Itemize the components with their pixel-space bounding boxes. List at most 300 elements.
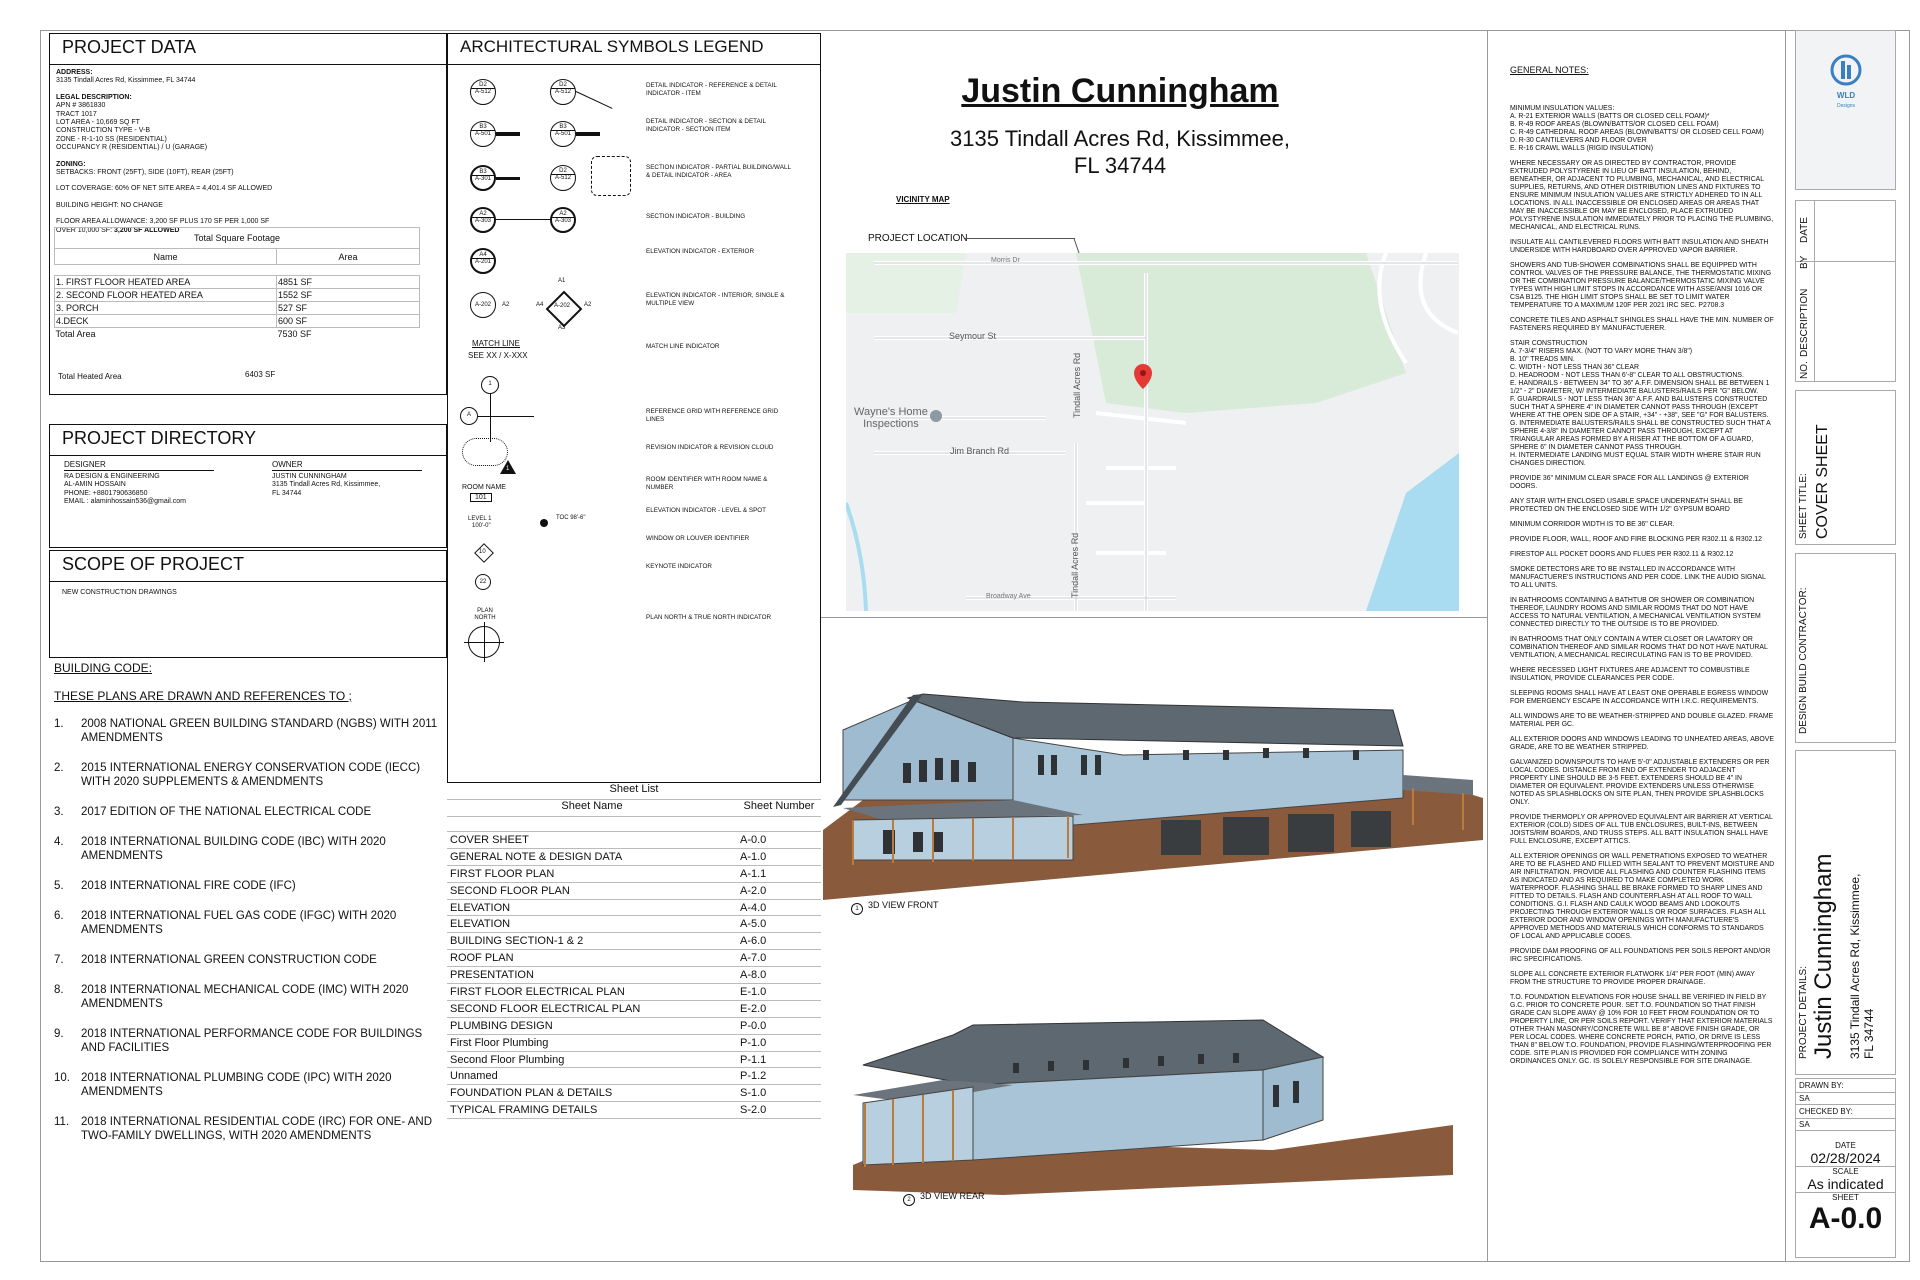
code-item-number: 7.	[54, 954, 64, 966]
address-title-1: 3135 Tindall Acres Rd, Kissimmee,	[950, 126, 1290, 151]
sf-row-name: 2. SECOND FLOOR HEATED AREA	[55, 289, 277, 302]
legend-item-label: DETAIL INDICATOR - REFERENCE & DETAIL INDICATOR - ITEM	[646, 82, 777, 97]
section-partial-symbol	[470, 165, 496, 191]
north-line	[464, 642, 504, 643]
titleblock-divider	[1785, 30, 1786, 1262]
sym-text: A-202	[474, 302, 491, 308]
match-line-label: MATCH LINE	[472, 339, 520, 348]
view-num: 1	[855, 906, 859, 912]
section-bar	[496, 177, 520, 180]
code-item-text: 2018 INTERNATIONAL PLUMBING CODE (IPC) WITH 2020 AMENDMENTS	[81, 1072, 392, 1098]
general-note: IN BATHROOMS THAT ONLY CONTAIN A WTER CLOSET OR LAVATORY OR COMBINATION THEREOF AND SIMILAR ROOMS THAT DO NOT HAVE NATURAL VENTILATION, A MECHANICAL RECIRCULATING FAN IS TO BE PROVIDED.	[1510, 636, 1768, 659]
sheet-name-cell: ELEVATION	[447, 916, 737, 933]
spot-elevation-icon	[540, 519, 548, 527]
code-item	[54, 909, 444, 937]
floor-area-2a: OVER 10,000 SF:	[56, 226, 114, 234]
revision-box	[1795, 200, 1896, 382]
sf-row-area: 600 SF	[277, 315, 420, 328]
code-item	[54, 717, 444, 745]
map-park-area	[1076, 253, 1406, 413]
sheet-title-box	[1795, 390, 1896, 545]
table-row[interactable]	[447, 1068, 821, 1085]
sheet-name-cell: SECOND FLOOR ELECTRICAL PLAN	[447, 1000, 737, 1017]
sheet-name-cell: Unnamed	[447, 1068, 737, 1085]
general-note: PROVIDE 36" MINIMUM CLEAR SPACE FOR ALL LANDINGS @ EXTERIOR DOORS.	[1510, 475, 1749, 490]
general-note: FIRESTOP ALL POCKET DOORS AND FLUES PER R302.11 & R302.12	[1510, 551, 1734, 558]
sym-text: A2	[559, 211, 567, 217]
general-note: GALVANIZED DOWNSPOUTS TO HAVE 5'-0" ADJUSTABLE EXTENDERS OR PER LOCAL CODES. DISTANCE FROM END OF EXTENDER TO ADJACENT PROPERTY LINE SHOULD BE 3-5 FEET. EXTENDERS SHOULD BE 4" IN DIAMETER OR EQUIVALENT. PROVIDE EXTENDERS UNLESS OTHERWISE NOTED AS SPLASHBLOCKS ON SITE PLAN, THEN PROVIDE SPLASHBLOCKS ONLY.	[1510, 759, 1770, 806]
sheet-name-cell: ELEVATION	[447, 899, 737, 916]
table-row[interactable]	[447, 916, 821, 933]
grid-bubble-a	[460, 407, 478, 425]
detail-area-symbol	[550, 165, 576, 191]
legend-title: ARCHITECTURAL SYMBOLS LEGEND	[448, 34, 820, 65]
general-note: ALL WINDOWS ARE TO BE WEATHER-STRIPPED AND DOUBLE GLAZED. FRAME MATERIAL PER GC.	[1510, 713, 1774, 728]
legend-item-label: DETAIL INDICATOR - SECTION & DETAIL INDICATOR - SECTION ITEM	[646, 118, 766, 133]
legal-line: LOT AREA - 10,669 SQ FT	[56, 119, 140, 127]
general-note: ANY STAIR WITH ENCLOSED USABLE SPACE UNDERNEATH SHALL BE PROTECTED ON THE ENCLOSED SIDE WITH 1/2" GYPSUM BOARD	[1510, 498, 1743, 513]
project-address	[1848, 874, 1876, 1059]
sheet-number-cell: A-5.0	[737, 916, 821, 933]
sheet-name-cell: FIRST FLOOR PLAN	[447, 865, 737, 882]
code-item-text: 2018 INTERNATIONAL GREEN CONSTRUCTION CODE	[81, 954, 377, 966]
sym-text: A-303	[472, 217, 494, 224]
sym-text: A1	[558, 278, 566, 284]
scope-title: SCOPE OF PROJECT	[50, 551, 446, 582]
code-item-number: 4.	[54, 836, 64, 848]
code-item-number: 10.	[54, 1072, 70, 1084]
heated-label: Total Heated Area	[58, 372, 122, 381]
scope-text: NEW CONSTRUCTION DRAWINGS	[62, 589, 177, 596]
poi-label	[854, 406, 928, 430]
contractor-box	[1795, 553, 1896, 743]
floor-area-1: FLOOR AREA ALLOWANCE: 3,200 SF PLUS 170 SF PER 1,000 SF	[56, 218, 270, 226]
sym-text: 1	[506, 466, 510, 472]
street-label: Seymour St	[949, 331, 997, 341]
legend-item-label: WINDOW OR LOUVER IDENTIFIER	[646, 535, 750, 542]
legend-item-label: PLAN NORTH & TRUE NORTH INDICATOR	[646, 614, 772, 621]
table-row[interactable]	[447, 848, 821, 865]
general-note: SLEEPING ROOMS SHALL HAVE AT LEAST ONE OPERABLE EGRESS WINDOW FOR EMERGENCY ESCAPE IN ACCORDANCE WITH I.R.C. REQUIREMENTS.	[1510, 690, 1769, 705]
code-item	[54, 835, 444, 863]
code-item-number: 2.	[54, 762, 64, 774]
building-code-list	[54, 717, 444, 1143]
general-note: STAIR CONSTRUCTION A. 7-3/4" RISERS MAX. (NOT TO VARY MORE THAN 3/8") B. 10" TREADS MIN. C. WIDTH - NOT LESS THAN 36" CLEAR D. HEADROOM - NOT LESS THAN 6'-8" CLEAR TO ALL OBSTRUCTIONS. E. HANDRAILS - BETWEEN 34" TO 36" A.F.F. DIMENSION SHALL BE BETWEEN 1 1/2" - 2" DIAMETER, W/ INTERMEDIATE BALUSTERS/RAILS PER "G" BELOW. F. GUARDRAILS - NOT LESS THAN 36" A.F.F. AND BALUSTERS CONSTRUCTED SUCH THAT A SPHERE 4" IN DIAMETER CANNOT PASS THROUGH (EXCEPT WHERE AT THE OPEN SIDE OF A STAIR, +34" - +38", SEE "G" FOR BALUSTERS. G. INTERMEDIATE BALUSTERS/RAILS SHALL BE CONSTRUCTED SUCH THAT A SPHERE 4-3/8" IN DIAMETER CANNOT PASS THROUGH, EXCEPT AT TRIANGULAR AREAS FORMED BY A RISER AT THE BOTTOM OF A GUARD, SPHERE 6" IN DIAMETER CANNOT PASS THROUGH. H. INTERMEDIATE LANDING MUST EQUAL STAIR WIDTH WHERE STAIR RUN CHANGES DIRECTION.	[1510, 340, 1771, 467]
sym-text: A4	[536, 302, 544, 308]
sheet-number-cell: A-0.0	[737, 832, 821, 848]
sheet-number-cell: S-1.0	[737, 1085, 821, 1102]
sym-text: A	[466, 412, 471, 418]
sheet-number-cell: S-2.0	[737, 1102, 821, 1119]
legal-label: LEGAL DESCRIPTION:	[56, 93, 132, 101]
checked-by-value: SA	[1796, 1119, 1895, 1131]
project-owner-name: Justin Cunningham	[1810, 853, 1837, 1059]
building-section-symbol	[470, 207, 496, 233]
code-item-number: 3.	[54, 806, 64, 818]
vicinity-map[interactable]	[846, 253, 1459, 611]
table-row[interactable]	[447, 865, 821, 882]
owner-line: 3135 Tindall Acres Rd, Kissimmee,	[272, 481, 381, 489]
legal-line: OCCUPANCY R (RESIDENTIAL) / U (GARAGE)	[56, 144, 208, 152]
sheet-number: A-0.0	[1808, 1202, 1883, 1235]
sheet-number-cell: A-8.0	[737, 967, 821, 984]
scale-value: As indicated	[1796, 1176, 1895, 1193]
porch-wall	[863, 1087, 973, 1165]
section-item-symbol	[550, 121, 576, 147]
sf-row-area: 7530 SF	[277, 329, 312, 339]
code-item-number: 6.	[54, 910, 64, 922]
section-line	[496, 219, 552, 220]
general-note: INSULATE ALL CANTILEVERED FLOORS WITH BATT INSULATION AND SHEATH UNDERSIDE WITH HARDBOARD OVER APPROVED VAPOR BARRIER.	[1510, 239, 1769, 254]
address-value: 3135 Tindall Acres Rd, Kissimmee, FL 34744	[56, 77, 196, 85]
sym-text: A3	[558, 325, 566, 331]
map-creek	[846, 503, 866, 611]
rev-by-label: BY	[1799, 255, 1810, 269]
owner-label: OWNER	[272, 460, 422, 471]
sheet-name-cell: PRESENTATION	[447, 967, 737, 984]
building-section-symbol	[550, 207, 576, 233]
sheet-number-cell: A-2.0	[737, 882, 821, 899]
table-row[interactable]	[447, 967, 821, 984]
sym-text: 10	[479, 549, 486, 555]
table-row[interactable]	[447, 1085, 821, 1102]
legal-line: TRACT 1017	[56, 110, 97, 118]
table-row[interactable]	[447, 1051, 821, 1068]
sheet-name-cell: FIRST FLOOR ELECTRICAL PLAN	[447, 984, 737, 1001]
section-bar	[576, 132, 600, 136]
designer-line: AL-AMIN HOSSAIN	[64, 481, 126, 489]
sheet-number-cell: E-1.0	[737, 984, 821, 1001]
view-number-2	[903, 1194, 915, 1206]
match-line-ref: SEE XX / X-XXX	[468, 351, 528, 360]
notes-title: GENERAL NOTES:	[1510, 65, 1589, 75]
section-bar	[496, 132, 520, 136]
table-row[interactable]	[447, 899, 821, 916]
table-row[interactable]	[447, 984, 821, 1001]
code-item	[54, 983, 444, 1011]
table-row	[55, 328, 420, 341]
sym-text: D2	[559, 82, 567, 88]
legend-item-label: ROOM IDENTIFIER WITH ROOM NAME & NUMBER	[646, 476, 768, 491]
address-title-2: FL 34744	[1073, 153, 1167, 178]
poi-line: Inspections	[863, 418, 919, 430]
sym-text: A-501	[471, 130, 495, 137]
designer-line: PHONE: +8801790636850	[64, 489, 148, 497]
sheet-number-cell: P-0.0	[737, 1017, 821, 1034]
view-number-1	[851, 903, 863, 915]
zoning-label: ZONING:	[56, 160, 86, 168]
sym-text: B3	[479, 169, 487, 175]
sym-text: A-512	[551, 174, 575, 181]
checked-by-label: CHECKED BY:	[1796, 1105, 1895, 1119]
legend-item-label: REFERENCE GRID WITH REFERENCE GRID LINES	[646, 408, 779, 423]
project-directory-panel	[49, 424, 447, 548]
general-note: PROVIDE THERMOPLY OR APPROVED EQUIVALENT AIR BARRIER AT VERTICAL EXTERIOR (COLD) SIDES OF ALL TUB ENCLOSURES, BUILT-INS, BETWEEN JOISTS/RIM BOARDS, AND TRUSS STEPS. ALL BATT INSULATION SHALL HAVE FULL ENCLOSURE, EXCEPT ATTICS.	[1510, 814, 1773, 845]
general-note: WHERE RECESSED LIGHT FIXTURES ARE ADJACENT TO COMBUSTIBLE INSULATION, PROVIDE CLEARANCES PER CODE.	[1510, 667, 1750, 682]
code-item-text: 2015 INTERNATIONAL ENERGY CONSERVATION CODE (IECC) WITH 2020 SUPPLEMENTS & AMENDMENTS	[81, 762, 421, 788]
code-item	[54, 879, 444, 893]
date-value: 02/28/2024	[1796, 1150, 1895, 1167]
sf-row-name: 3. PORCH	[55, 302, 277, 315]
code-item	[54, 761, 444, 789]
logo-box	[1795, 30, 1896, 190]
leader-line	[576, 91, 613, 109]
building-code-title: BUILDING CODE:	[54, 661, 153, 675]
sym-text: A-512	[471, 88, 495, 95]
plan-north-label: PLAN NORTH	[474, 608, 496, 621]
table-row[interactable]	[447, 950, 821, 967]
sym-text: B3	[479, 124, 487, 130]
designer-line: EMAIL : alaminhossain536@gmail.com	[64, 498, 187, 506]
elevation-interior-symbol	[470, 292, 496, 318]
sym-text: A2	[479, 211, 487, 217]
code-item-number: 9.	[54, 1028, 64, 1040]
code-item-text: 2018 INTERNATIONAL PERFORMANCE CODE FOR BUILDINGS AND FACILITIES	[81, 1028, 423, 1054]
room-name-label: ROOM NAME	[462, 484, 506, 491]
general-notes	[1510, 65, 1775, 1073]
sf-row-name: 4.DECK	[55, 315, 277, 328]
code-item-text: 2018 INTERNATIONAL FIRE CODE (IFC)	[81, 880, 296, 892]
table-row	[55, 315, 420, 328]
poi-line: Wayne's Home	[854, 406, 928, 418]
table-row	[55, 302, 420, 315]
code-item-text: 2008 NATIONAL GREEN BUILDING STANDARD (NGBS) WITH 2011 AMENDMENTS	[81, 718, 438, 744]
logo-text: WLD	[1836, 91, 1856, 100]
project-address-line: 3135 Tindall Acres Rd, Kissimmee,	[1848, 873, 1862, 1059]
sheet-number-cell: A-1.1	[737, 865, 821, 882]
detail-area-cloud	[591, 156, 631, 196]
sheet-name-cell: ROOF PLAN	[447, 950, 737, 967]
map-water	[1366, 453, 1459, 611]
project-title	[870, 72, 1370, 179]
grid-line	[490, 394, 491, 442]
sheet-name-cell: COVER SHEET	[447, 832, 737, 848]
sheet-name-cell: FOUNDATION PLAN & DETAILS	[447, 1085, 737, 1102]
toc-label: TOC 98'-6"	[556, 515, 586, 521]
heated-value: 6403 SF	[245, 370, 276, 379]
project-data-body	[50, 65, 446, 239]
building-code-section	[54, 661, 444, 1159]
street-label: Jim Branch Rd	[950, 446, 1010, 456]
room-number-label: 101	[470, 493, 492, 502]
sf-col-area: Area	[277, 249, 420, 265]
sym-text: D2	[479, 82, 487, 88]
detail-ref-symbol	[470, 79, 496, 105]
code-item	[54, 1115, 444, 1143]
sym-text: A2	[502, 302, 510, 308]
code-item	[54, 953, 444, 967]
wld-logo-icon	[1829, 53, 1863, 87]
sym-text: D2	[559, 168, 567, 174]
sf-row-name: Total Area	[55, 329, 96, 339]
marker-dot	[1140, 370, 1146, 376]
project-data-title: PROJECT DATA	[50, 34, 446, 65]
table-row	[55, 276, 420, 289]
view-num: 2	[907, 1197, 911, 1203]
sheet-name-cell: PLUMBING DESIGN	[447, 1017, 737, 1034]
sym-text: A-301	[472, 175, 494, 182]
general-note: WHERE NECESSARY OR AS DIRECTED BY CONTRACTOR, PROVIDE EXTRUDED POLYSTYRENE IN LIEU OF BATT INSULATION, BEHIND, BENEATHER, OR ADJACENT TO PLUMBING, MECHANICAL, AND ELECTRICAL SUPPLIES, RETURNS, AND OTHER DISTRIBUTION LINES AND FIXTURES TO ENSURE MINIMUM INSULATION VALUES ARE STRICTLY ADHERED TO IN ALL LOCATIONS. IN ALL INACCESSIBLE OR ENCLOSED AREAS OR AREAS THAT MAY BE INACCESSIBLE OR MAY BE ENCLOSED, PLACE EXTRUDED POLYSTYRENE INSULATION IMMEDIATELY PRIOR TO PLACING THE PLUMBING, MECHANICAL, AND ELECTRICAL RUNS.	[1510, 160, 1774, 231]
address-label: ADDRESS:	[56, 69, 93, 76]
table-row[interactable]	[447, 1034, 821, 1051]
sheet-list	[447, 783, 821, 1119]
vicinity-map-label: VICINITY MAP	[896, 195, 950, 204]
legal-line: APN # 3861830	[56, 102, 106, 110]
legend-item-label: KEYNOTE INDICATOR	[646, 563, 712, 570]
drawn-by-value: SA	[1796, 1093, 1895, 1105]
directory-title: PROJECT DIRECTORY	[50, 425, 446, 456]
sym-text: 1	[488, 381, 492, 387]
general-note: SLOPE ALL CONCRETE EXTERIOR FLATWORK 1/4" PER FOOT (MIN) AWAY FROM THE STRUCTURE TO PROVIDE PROPER DRAINAGE.	[1510, 971, 1755, 986]
code-item-number: 8.	[54, 984, 64, 996]
grid-line	[478, 416, 534, 417]
sym-text: A-512	[551, 88, 575, 95]
sheet-number-cell: P-1.0	[737, 1034, 821, 1051]
sf-row-area: 1552 SF	[277, 289, 420, 302]
sheet-col-number: Sheet Number	[743, 800, 815, 812]
sym-text: A2	[584, 302, 592, 308]
level-value: 100'-0"	[472, 523, 491, 529]
general-note: PROVIDE DAM PROOFING OF ALL FOUNDATIONS PER SOILS REPORT AND/OR IRC SPECIFICATIONS.	[1510, 948, 1771, 963]
owner-name-title: Justin Cunningham	[961, 72, 1279, 110]
designer-label: DESIGNER	[64, 460, 214, 471]
level-label: LEVEL 1	[468, 516, 492, 522]
sheet-number-cell: P-1.1	[737, 1051, 821, 1068]
legend-item-label: SECTION INDICATOR - BUILDING	[646, 213, 746, 220]
sheet-col-name: Sheet Name	[561, 800, 623, 812]
scope-panel	[49, 550, 447, 658]
floor-area-2b: 3,200 SF ALLOWED	[113, 226, 180, 234]
sf-col-name: Name	[55, 249, 277, 265]
scale-label: SCALE	[1832, 1167, 1859, 1176]
sheet-list-table	[447, 832, 821, 1119]
legend-item-label: SECTION INDICATOR - PARTIAL BUILDING/WALL & DETAIL INDICATOR - AREA	[646, 164, 791, 179]
table-row	[55, 289, 420, 302]
elevation-exterior-symbol	[470, 248, 496, 274]
general-note: MINIMUM INSULATION VALUES: A. R-21 EXTERIOR WALLS (BATTS OR CLOSED CELL FOAM)* B. R-49 ROOF AREAS (BLOWN/BATTS/OR CLOSED CELL FOAM) C. R-49 CATHEDRAL ROOF AREAS (BLOWN/BATTS/ OR CLOSED CELL FOAM) D. R-30 CANTILEVERS AND FLOOR OVER E. R-16 CRAWL WALLS (RIGID INSULATION)	[1510, 105, 1764, 152]
table-row[interactable]	[447, 1017, 821, 1034]
location-leader	[965, 238, 1075, 239]
owner-line: JUSTIN CUNNINGHAM	[272, 473, 347, 480]
street-label: Broadway Ave	[986, 593, 1031, 600]
table-row[interactable]	[447, 1000, 821, 1017]
legend-item-label: ELEVATION INDICATOR - EXTERIOR	[646, 248, 754, 255]
renders-divider	[821, 617, 1487, 618]
sheet-title-label: SHEET TITLE:	[1798, 473, 1809, 539]
general-note: IN BATHROOMS CONTAINING A BATHTUB OR SHOWER OR COMBINATION THEREOF, LAUNDRY ROOMS AND SIMILAR ROOMS THAT DO NOT HAVE ACCESS TO NATURAL VENTILATION, A MECHANICAL VENTILATION SYSTEM CONNECTED DIRECTLY TO THE OUTSIDE IS TO BE PROVIDED.	[1510, 597, 1761, 628]
code-item-number: 1.	[54, 718, 64, 730]
sheet-title-value: COVER SHEET	[1814, 424, 1831, 539]
front-3d-view	[823, 680, 1483, 900]
drawn-by-label: DRAWN BY:	[1796, 1079, 1895, 1093]
map-road	[1086, 413, 1186, 553]
table-row[interactable]	[447, 1102, 821, 1119]
code-item	[54, 805, 444, 819]
street-label: Morris Dr	[991, 257, 1020, 264]
notes-divider	[1487, 30, 1488, 1262]
rear-wall	[973, 1070, 1263, 1160]
sheet-list-header	[447, 800, 821, 817]
notes-list	[1510, 105, 1775, 1066]
lot-coverage: LOT COVERAGE: 60% OF NET SITE AREA = 4,401.4 SF ALLOWED	[56, 185, 273, 193]
sheet-number-cell: A-7.0	[737, 950, 821, 967]
sheet-name-cell: Second Floor Plumbing	[447, 1051, 737, 1068]
code-item-number: 11.	[54, 1116, 70, 1128]
code-item-text: 2018 INTERNATIONAL BUILDING CODE (IBC) WITH 2020 AMENDMENTS	[81, 836, 386, 862]
sym-text: B3	[559, 124, 567, 130]
rev-no-label: NO.	[1799, 361, 1810, 379]
sheet-number-cell: A-6.0	[737, 933, 821, 950]
sym-text: A-501	[551, 130, 575, 137]
map-canvas	[846, 253, 1459, 611]
sf-row-name: 1. FIRST FLOOR HEATED AREA	[55, 276, 277, 289]
sym-text: A-303	[552, 217, 574, 224]
keynote-icon	[475, 574, 491, 590]
poi-icon	[930, 410, 942, 422]
sf-row-area: 4851 SF	[277, 276, 420, 289]
legal-line: ZONE - R-1-10 SS (RESIDENTIAL)	[56, 135, 167, 143]
logo-sub: Designs	[1836, 103, 1856, 109]
code-item-number: 5.	[54, 880, 64, 892]
rear-view-label: 3D VIEW REAR	[920, 1191, 985, 1201]
sym-text: A4	[479, 252, 487, 258]
square-footage-table	[54, 227, 420, 340]
code-item	[54, 1071, 444, 1099]
table-row[interactable]	[447, 933, 821, 950]
table-row[interactable]	[447, 832, 821, 848]
sheet-name-cell: BUILDING SECTION-1 & 2	[447, 933, 737, 950]
legend-item-label: MATCH LINE INDICATOR	[646, 343, 720, 350]
general-note: MINIMUM CORRIDOR WIDTH IS TO BE 36" CLEAR.	[1510, 521, 1675, 528]
front-view-label: 3D VIEW FRONT	[868, 900, 939, 910]
sf-table-title: Total Square Footage	[55, 228, 420, 249]
general-note: PROVIDE FLOOR, WALL, ROOF AND FIRE BLOCKING PER R302.11 & R302.12	[1510, 536, 1762, 543]
rev-desc-label: DESCRIPTION	[1799, 288, 1810, 357]
sheet-number-cell: A-1.0	[737, 848, 821, 865]
building-height: BUILDING HEIGHT: NO CHANGE	[56, 201, 163, 209]
project-data-panel	[49, 33, 447, 395]
sheet-label: SHEET	[1832, 1193, 1859, 1202]
sheet-name-cell: GENERAL NOTE & DESIGN DATA	[447, 848, 737, 865]
project-location-label: PROJECT LOCATION	[868, 233, 968, 244]
drawing-info-box	[1795, 1078, 1896, 1258]
legal-line: CONSTRUCTION TYPE - V-B	[56, 127, 150, 135]
sym-text: A-201	[472, 258, 494, 265]
general-note: SMOKE DETECTORS ARE TO BE INSTALLED IN ACCORDANCE WITH MANUFACTUERE'S INSTRUCTIONS AND PER CODE. LINK THE AUDIO SIGNAL TO ALL UNITS.	[1510, 566, 1766, 589]
project-details-box	[1795, 750, 1896, 1075]
street-label: Tindall Acres Rd	[1070, 532, 1080, 598]
legend-item-label: ELEVATION INDICATOR - INTERIOR, SINGLE & MULTIPLE VIEW	[646, 292, 785, 307]
date-label: DATE	[1835, 1141, 1856, 1150]
sheet-number-cell: A-4.0	[737, 899, 821, 916]
symbols-legend-panel	[447, 33, 821, 783]
sheet-name-cell: First Floor Plumbing	[447, 1034, 737, 1051]
sf-row-area: 527 SF	[277, 302, 420, 315]
detail-item-symbol	[550, 79, 576, 105]
general-note: ALL EXTERIOR OPENINGS OR WALL PENETRATIONS EXPOSED TO WEATHER ARE TO BE FLASHED AND FILLED WITH SEALANT TO PREVENT MOISTURE AND AIR INFILTRATION. PROVIDE ALL FLASHING AND COUNTER FLASHING ITEMS AS INDICATED AND AS REQUIRED TO MAKE COMPLETED WORK WATERPROOF. FLASHING SHALL BE BRAKE FORMED TO SHARP LINES AND FITTED TO DETAILS. FLASH AND COUNTERFLASH AT ALL ROOF TO WALL CONDITIONS. G.I. FLASH AND CAULK WOOD BEAMS AND LOOKOUTS PROJECTING THROUGH EXTERIOR WALLS OR ROOF SURFACES. FLASH ALL EXTERIOR DOOR AND WINDOW OPENINGS WITH MANUFACTUERE'S APPROVED METHODS AND MATERIALS WHICH CONFORMS TO STANDARDS OF LOCAL AND APPLICABLE CODES.	[1510, 853, 1775, 940]
code-item-text: 2018 INTERNATIONAL FUEL GAS CODE (IFGC) WITH 2020 AMENDMENTS	[81, 910, 397, 936]
street-label: Tindall Acres Rd	[1072, 352, 1082, 418]
sheet-name-cell: TYPICAL FRAMING DETAILS	[447, 1102, 737, 1119]
owner-info	[272, 473, 380, 498]
general-note: ALL EXTERIOR DOORS AND WINDOWS LEADING TO UNHEATED AREAS, ABOVE GRADE, ARE TO BE WEATHER STRIPPED.	[1510, 736, 1774, 751]
sheet-list-title: Sheet List	[447, 783, 821, 800]
legend-item-label: ELEVATION INDICATOR - LEVEL & SPOT	[646, 507, 767, 514]
general-note: SHOWERS AND TUB-SHOWER COMBINATIONS SHALL BE EQUIPPED WITH CONTROL VALVES OF THE PRESSURE BALANCE, THE THERMOSTATIC MIXING OR THE COMBINATION PRESSURE BALANCE/THERMOSTATIC MIXING VALVE TYPES WITH HIGH LIMIT STOPS IN ACCORDANCE WITH ASSE/ANSI 1016 OR CSA B125. THE HIGH LIMIT STOPS SHALL BE SET TO LIMIT WATER TEMPERATURE TO A MAXIMUM 120F PER 2021 IRC SEC. P2708.3	[1510, 262, 1772, 309]
code-item	[54, 1027, 444, 1055]
table-row[interactable]	[447, 882, 821, 899]
owner-line: FL 34744	[272, 489, 302, 497]
